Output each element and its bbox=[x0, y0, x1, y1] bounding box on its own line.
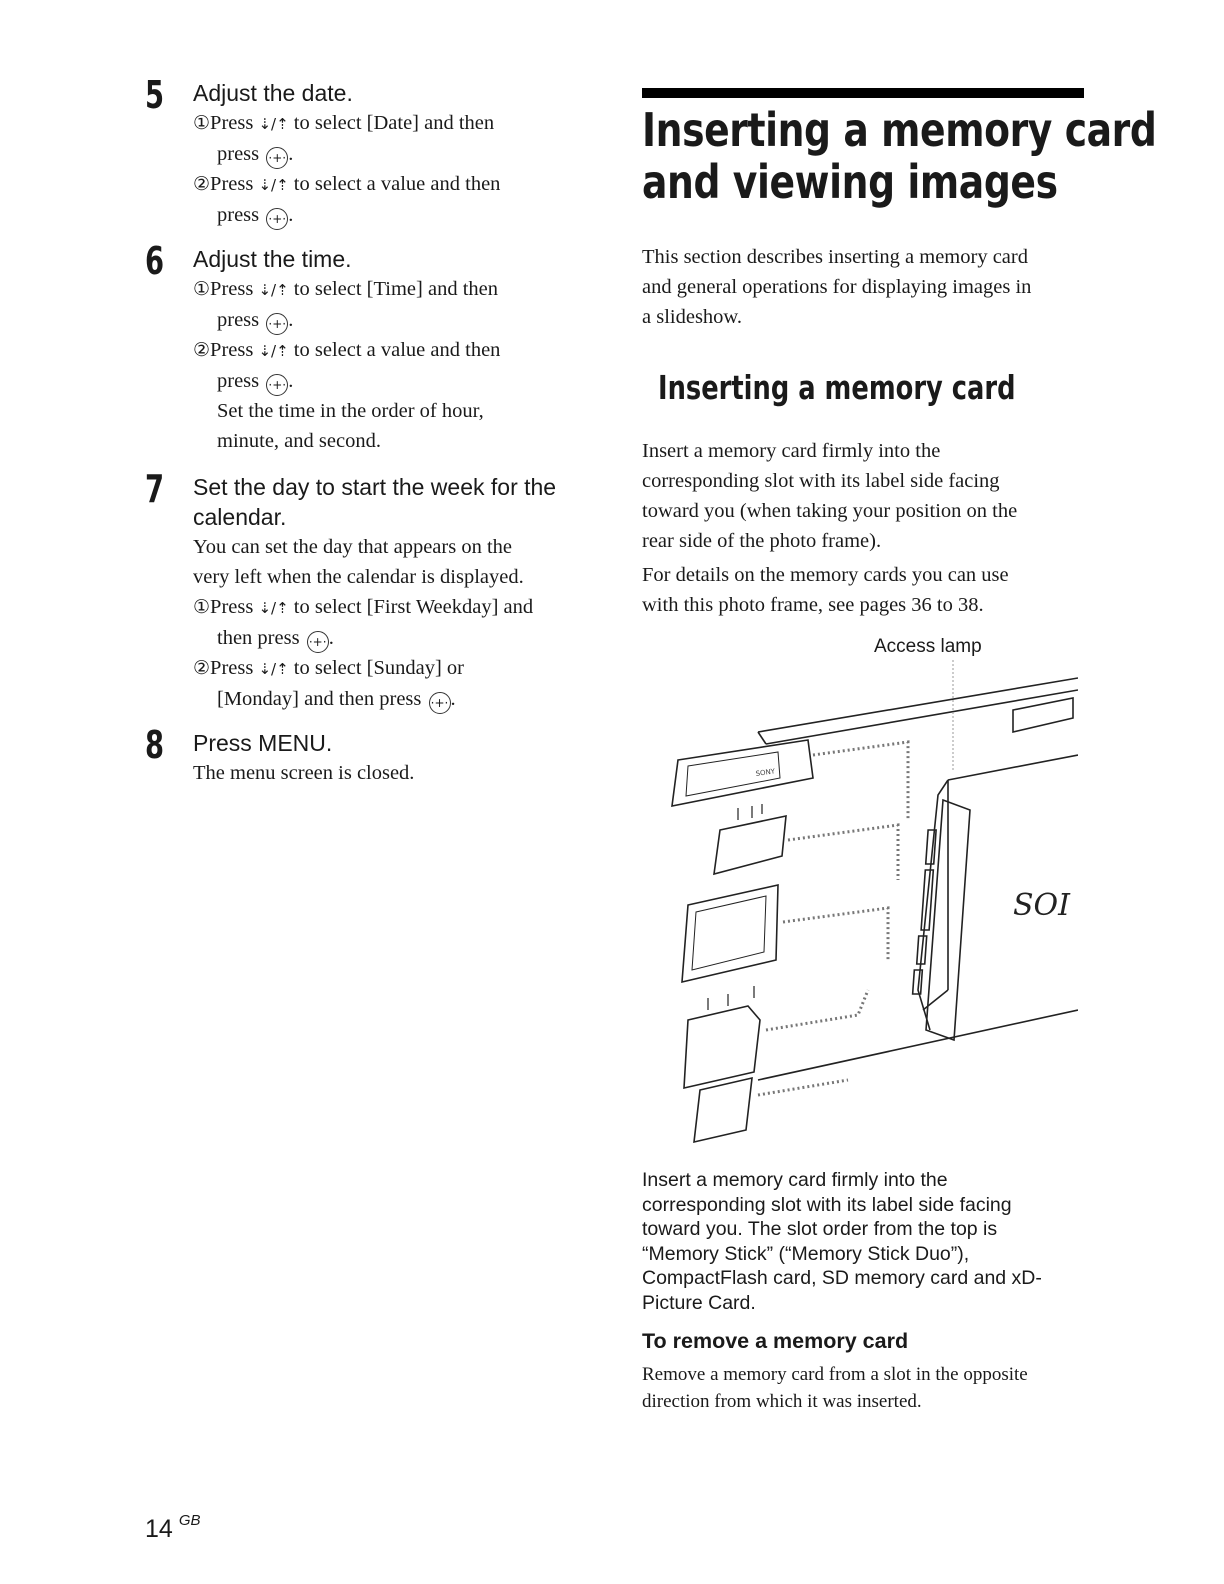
frame-side-panel bbox=[923, 990, 948, 1010]
card-memory-stick bbox=[672, 740, 813, 806]
step-6 bbox=[145, 239, 595, 456]
down-up-arrow-icon: ⇣/⇡ bbox=[258, 115, 289, 133]
step-note: Set the time in the order of hour, bbox=[217, 400, 484, 422]
paragraph: corresponding slot with its label side facing bbox=[642, 470, 1000, 492]
substep-text: to select [Time] and then bbox=[293, 278, 498, 300]
substep-text: [Monday] and then press bbox=[217, 688, 422, 710]
substep-line bbox=[193, 169, 595, 200]
substep-text: Press bbox=[210, 173, 254, 195]
substep-text: to select a value and then bbox=[293, 339, 501, 361]
card-compactflash bbox=[682, 885, 778, 982]
remove-card-text: Remove a memory card from a slot in the opposite bbox=[642, 1364, 1028, 1385]
substep-text: press bbox=[217, 370, 260, 392]
down-up-arrow-icon: ⇣/⇡ bbox=[258, 176, 289, 194]
frame-top-edge bbox=[758, 678, 1078, 732]
frame-brand: SOI bbox=[1013, 888, 1070, 923]
substep-line bbox=[193, 108, 595, 139]
insertion-path bbox=[813, 742, 908, 820]
substep-text: Press bbox=[210, 657, 254, 679]
step-heading: Press MENU. bbox=[193, 730, 333, 756]
step-heading: Adjust the date. bbox=[193, 80, 353, 106]
down-up-arrow-icon: ⇣/⇡ bbox=[258, 281, 289, 299]
step-heading: calendar. bbox=[193, 504, 287, 530]
step-heading: Set the day to start the week for the bbox=[193, 474, 557, 500]
down-up-arrow-icon: ⇣/⇡ bbox=[258, 599, 289, 617]
step-number: 5 bbox=[145, 73, 165, 117]
substep-text: Press bbox=[210, 278, 254, 300]
section-intro: and general operations for displaying images in bbox=[642, 276, 1032, 298]
card-brand: SONY bbox=[755, 767, 776, 778]
substep-line bbox=[193, 684, 595, 714]
right-column bbox=[642, 88, 1157, 620]
step-number: 8 bbox=[145, 723, 165, 767]
caption-line: CompactFlash card, SD memory card and xD- bbox=[642, 1267, 1042, 1289]
period: . bbox=[328, 627, 334, 649]
enter-button-icon: ·+· bbox=[266, 208, 288, 230]
enter-button-icon: ·+· bbox=[429, 692, 451, 714]
substep-line bbox=[193, 139, 595, 169]
insertion-path bbox=[783, 908, 888, 960]
substep-text: Press bbox=[210, 112, 254, 134]
page-footer bbox=[145, 1512, 201, 1544]
down-up-arrow-icon: ⇣/⇡ bbox=[258, 342, 289, 360]
substep-text: Press bbox=[210, 596, 254, 618]
substep-text: to select [Sunday] or bbox=[293, 657, 465, 679]
paragraph: For details on the memory cards you can use bbox=[642, 564, 1009, 586]
step-body: The menu screen is closed. bbox=[193, 762, 415, 784]
access-lamp-window bbox=[1013, 698, 1073, 732]
substep-marker: ① bbox=[193, 112, 211, 134]
page-number: 14 bbox=[145, 1515, 173, 1543]
enter-button-icon: ·+· bbox=[307, 631, 329, 653]
substep-line bbox=[193, 623, 595, 653]
substep-text: to select [First Weekday] and bbox=[293, 596, 534, 618]
frame-top-edge bbox=[758, 732, 766, 744]
substep-line bbox=[193, 274, 595, 305]
substep-line bbox=[193, 366, 595, 396]
step-number: 7 bbox=[145, 467, 165, 511]
remove-card-text: direction from which it was inserted. bbox=[642, 1391, 922, 1412]
card-xd bbox=[694, 1078, 752, 1142]
section-rule bbox=[642, 88, 1084, 98]
step-note: minute, and second. bbox=[217, 430, 381, 452]
enter-button-icon: ·+· bbox=[266, 313, 288, 335]
insertion-marks bbox=[738, 804, 762, 820]
left-column bbox=[145, 73, 595, 788]
card-sd bbox=[684, 1006, 760, 1088]
step-5 bbox=[145, 73, 595, 230]
substep-marker: ② bbox=[193, 339, 211, 361]
insertion-path bbox=[788, 825, 898, 880]
section-intro: a slideshow. bbox=[642, 306, 743, 328]
step-heading: Adjust the time. bbox=[193, 246, 352, 272]
substep-line bbox=[193, 200, 595, 230]
caption-line: Picture Card. bbox=[642, 1291, 756, 1314]
substep-marker: ① bbox=[193, 278, 211, 300]
substep-marker: ② bbox=[193, 657, 211, 679]
substep-text: Press bbox=[210, 339, 254, 361]
substep-marker: ② bbox=[193, 173, 211, 195]
step-number: 6 bbox=[145, 239, 165, 283]
step-8 bbox=[145, 723, 595, 788]
substep-line bbox=[193, 305, 595, 335]
paragraph: rear side of the photo frame). bbox=[642, 530, 882, 552]
period: . bbox=[288, 143, 294, 165]
paragraph: toward you (when taking your position on the bbox=[642, 500, 1018, 522]
period: . bbox=[288, 204, 294, 226]
down-up-arrow-icon: ⇣/⇡ bbox=[258, 660, 289, 678]
paragraph: with this photo frame, see pages 36 to 38. bbox=[642, 594, 984, 616]
period: . bbox=[288, 309, 294, 331]
step-intro: You can set the day that appears on the bbox=[193, 536, 513, 558]
frame-top-edge bbox=[766, 690, 1078, 744]
caption-line: corresponding slot with its label side facing bbox=[642, 1193, 1012, 1216]
substep-text: press bbox=[217, 309, 260, 331]
card-label bbox=[692, 896, 766, 970]
insertion-path bbox=[766, 990, 868, 1030]
substep-text: press bbox=[217, 204, 260, 226]
enter-button-icon: ·+· bbox=[266, 374, 288, 396]
paragraph: Insert a memory card firmly into the bbox=[642, 440, 941, 462]
substep-line bbox=[193, 653, 595, 684]
card-memory-stick-duo bbox=[714, 816, 786, 874]
period: . bbox=[288, 370, 294, 392]
step-7 bbox=[145, 467, 595, 714]
caption-line: Insert a memory card firmly into the bbox=[642, 1169, 948, 1191]
section-title: Inserting a memory card bbox=[642, 103, 1157, 157]
figure-caption bbox=[642, 1168, 1082, 1415]
substep-text: press bbox=[217, 143, 260, 165]
frame-side-panel bbox=[948, 755, 1078, 780]
step-intro: very left when the calendar is displayed. bbox=[193, 566, 524, 588]
insertion-path bbox=[758, 1080, 848, 1095]
section-title: and viewing images bbox=[642, 155, 1058, 209]
substep-text: to select a value and then bbox=[293, 173, 501, 195]
subsection-title: Inserting a memory card bbox=[658, 368, 1016, 407]
caption-line: toward you. The slot order from the top is bbox=[642, 1218, 998, 1240]
caption-line: “Memory Stick” (“Memory Stick Duo”), bbox=[642, 1242, 970, 1265]
substep-marker: ① bbox=[193, 596, 211, 618]
figure-label-access-lamp: Access lamp bbox=[874, 636, 982, 657]
section-intro: This section describes inserting a memory card bbox=[642, 246, 1028, 268]
period: . bbox=[450, 688, 456, 710]
frame-bottom-edge bbox=[758, 1010, 1078, 1080]
substep-line bbox=[193, 592, 595, 623]
substep-text: to select [Date] and then bbox=[293, 112, 495, 134]
substep-text: then press bbox=[217, 627, 300, 649]
substep-line bbox=[193, 335, 595, 366]
enter-button-icon: ·+· bbox=[266, 147, 288, 169]
memory-card-illustration bbox=[648, 660, 1078, 1160]
region-code: GB bbox=[178, 1512, 201, 1529]
remove-card-heading: To remove a memory card bbox=[642, 1329, 909, 1353]
